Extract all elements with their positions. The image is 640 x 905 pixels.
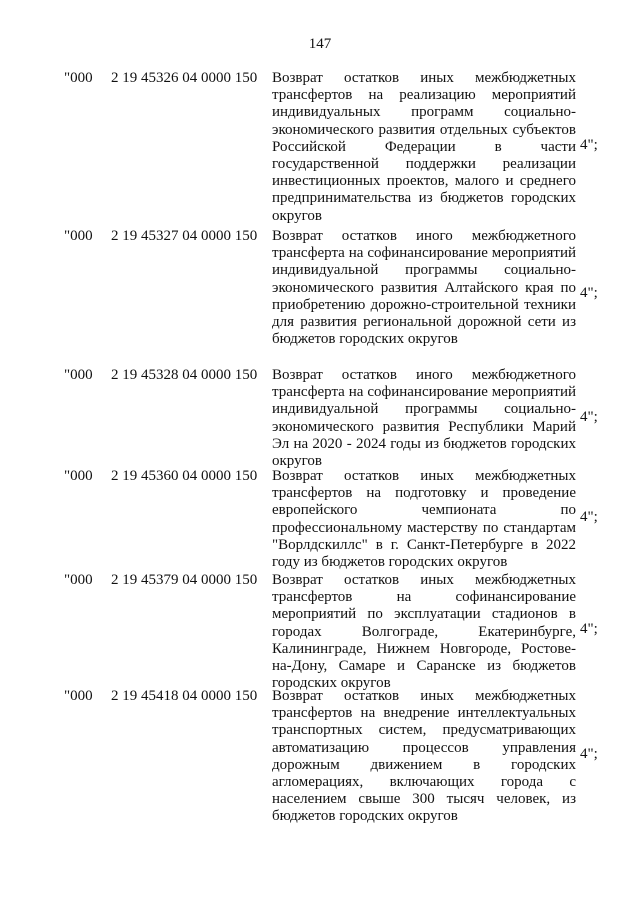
row-suffix: 4"; bbox=[580, 621, 598, 637]
row-description: Возврат остатков иного межбюджетного трансферта на софинансирование мероприятий индивидуальной программы социально-экономического развития Алтайского края по приобретению дорожно-строительной техники для развития региональной дорожной сети из бюджетов городских округов bbox=[272, 228, 576, 348]
page-number: 147 bbox=[308, 36, 332, 52]
row-description: Возврат остатков иных межбюджетных трансфертов на подготовку и проведение европейского чемпионата по профессиональному мастерству по стандартам "Ворлдскиллс" в г. Санкт-Петербурге в 2022 году из бюджетов городских округов bbox=[272, 468, 576, 571]
row-prefix: "000 bbox=[64, 228, 93, 244]
row-code: 2 19 45418 04 0000 150 bbox=[111, 688, 258, 704]
row-suffix: 4"; bbox=[580, 746, 598, 762]
row-suffix: 4"; bbox=[580, 409, 598, 425]
row-suffix: 4"; bbox=[580, 285, 598, 301]
row-suffix: 4"; bbox=[580, 137, 598, 153]
row-code: 2 19 45328 04 0000 150 bbox=[111, 367, 258, 383]
row-description: Возврат остатков иного межбюджетного трансферта на софинансирование мероприятий индивидуальной программы социально-экономического развития Республики Марий Эл на 2020 - 2024 годы из бюджетов городских округов bbox=[272, 367, 576, 470]
row-description: Возврат остатков иных межбюджетных трансфертов на софинансирование мероприятий по эксплуатации стадионов в городах Волгограде, Екатеринбурге, Калининграде, Нижнем Новгороде, Ростове-на-Дону, Самаре и Саранске из бюджетов городских округов bbox=[272, 572, 576, 692]
row-prefix: "000 bbox=[64, 572, 93, 588]
row-description: Возврат остатков иных межбюджетных трансфертов на внедрение интеллектуальных транспортных систем, предусматривающих автоматизацию процессов управления дорожным движением в городских агломерациях, включающих города с населением свыше 300 тысяч человек, из бюджетов городских округов bbox=[272, 688, 576, 825]
row-suffix: 4"; bbox=[580, 509, 598, 525]
row-prefix: "000 bbox=[64, 70, 93, 86]
row-description: Возврат остатков иных межбюджетных трансфертов на реализацию мероприятий индивидуальных программ социально-экономического развития отдельных субъектов Российской Федерации в части государственной поддержки реализации инвестиционных проектов, малого и среднего предпринимательства из бюджетов городских округов bbox=[272, 70, 576, 224]
row-code: 2 19 45327 04 0000 150 bbox=[111, 228, 258, 244]
row-code: 2 19 45360 04 0000 150 bbox=[111, 468, 258, 484]
row-code: 2 19 45379 04 0000 150 bbox=[111, 572, 258, 588]
row-code: 2 19 45326 04 0000 150 bbox=[111, 70, 258, 86]
row-prefix: "000 bbox=[64, 468, 93, 484]
row-prefix: "000 bbox=[64, 367, 93, 383]
row-prefix: "000 bbox=[64, 688, 93, 704]
